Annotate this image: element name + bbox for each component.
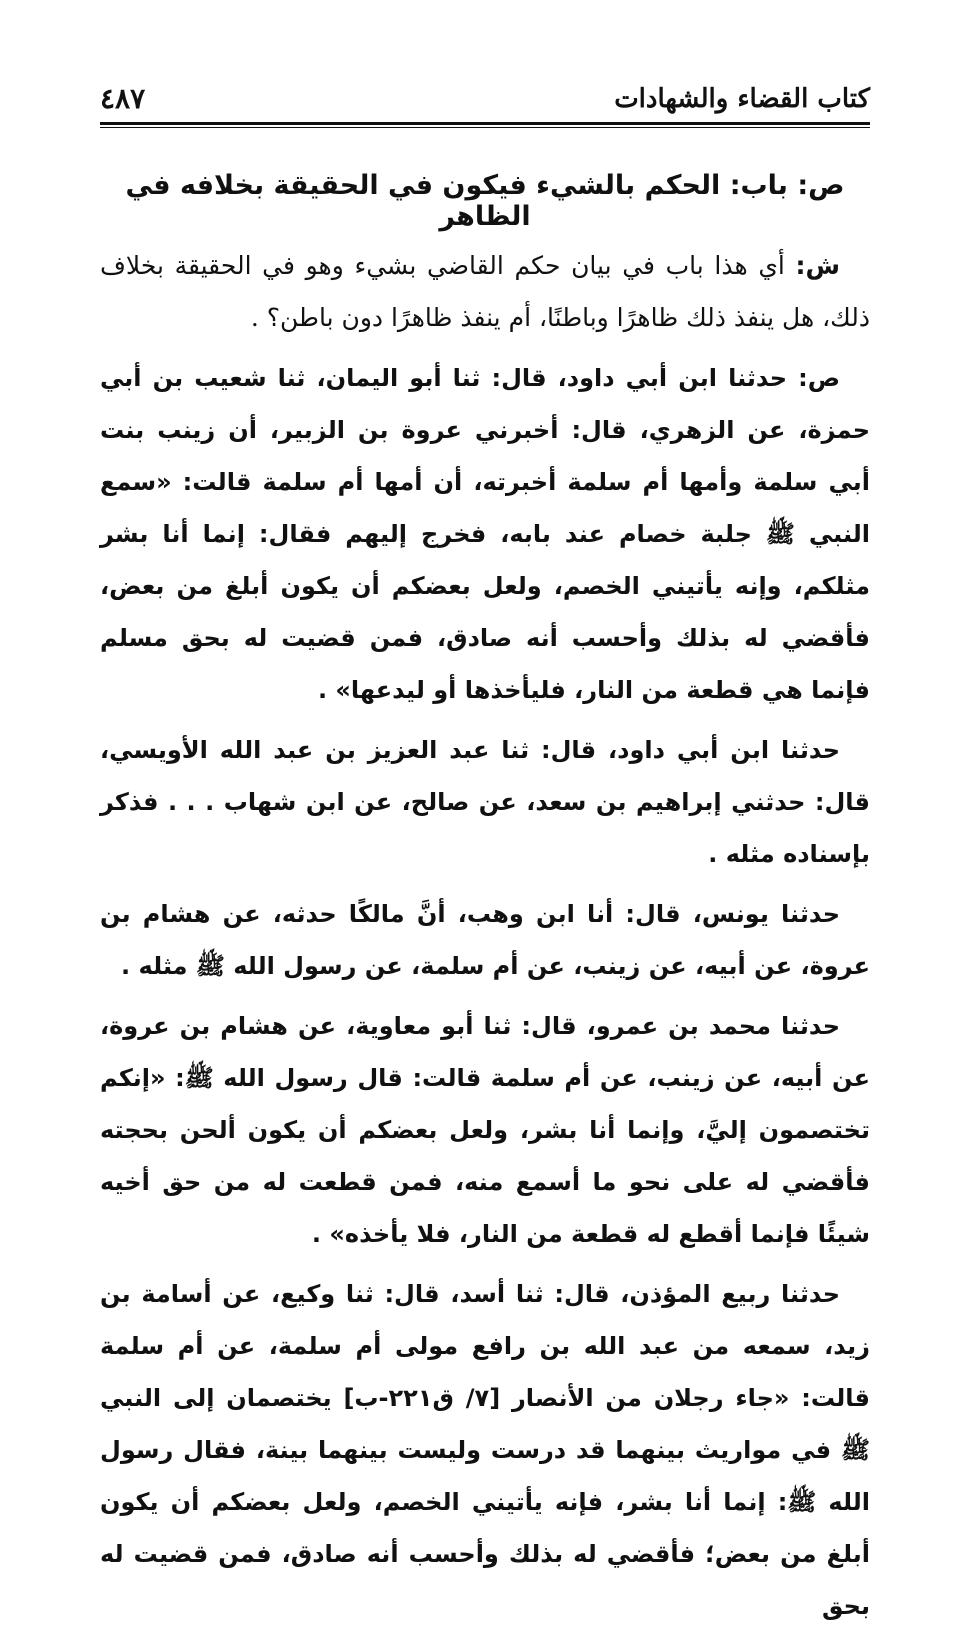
- paragraph: [100, 240, 870, 344]
- paragraph: [100, 724, 870, 880]
- paragraph-lead: ص:: [798, 364, 840, 392]
- paragraph: [100, 1268, 870, 1632]
- paragraph: [100, 1000, 870, 1260]
- header-rule-thin: [100, 127, 870, 128]
- paragraph-text: حدثنا ابن أبي داود، قال: ثنا عبد العزيز بن عبد الله الأويسي، قال: حدثني إبراهيم بن سعد، عن صالح، عن ابن شهاب . . . فذكر بإسناده مثله .: [100, 736, 870, 868]
- paragraph: [100, 352, 870, 716]
- page-number: ٤٨٧: [100, 82, 146, 115]
- paragraph: [100, 888, 870, 992]
- body-text: [100, 240, 870, 1640]
- header-rule-thick: [100, 122, 870, 125]
- paragraph-text: حدثنا محمد بن عمرو، قال: ثنا أبو معاوية، عن هشام بن عروة، عن أبيه، عن زينب، عن أم سلمة قالت: قال رسول الله ﷺ: «إنكم تختصمون إليَّ، وإنما أنا بشر، ولعل بعضكم أن يكون ألحن بحجته فأقضي له على نحو ما أسمع منه، فمن قطعت له من حق أخيه شيئًا فإنما أقطع له قطعة من النار، فلا يأخذه» .: [100, 1012, 870, 1248]
- running-header: [100, 80, 870, 120]
- paragraph-text: حدثنا ابن أبي داود، قال: ثنا أبو اليمان، ثنا شعيب بن أبي حمزة، عن الزهري، قال: أخبرني عروة بن الزبير، أن زينب بنت أبي سلمة وأمها أم سلمة أخبرته، أن أمها أم سلمة قالت: «سمع النبي ﷺ جلبة خصام عند بابه، فخرج إليهم فقال: إنما أنا بشر مثلكم، وإنه يأتيني الخصم، ولعل بعضكم أن يكون أبلغ من بعض، فأقضي له بذلك وأحسب أنه صادق، فمن قضيت له بحق مسلم فإنما هي قطعة من النار، فليأخذها أو ليدعها» .: [100, 364, 870, 704]
- paragraph-text: أي هذا باب في بيان حكم القاضي بشيء وهو في الحقيقة بخلاف ذلك، هل ينفذ ذلك ظاهرًا وباطنًا، أم ينفذ ظاهرًا دون باطن؟ .: [100, 251, 870, 332]
- paragraph-lead: ش:: [795, 251, 840, 280]
- book-title: كتاب القضاء والشهادات: [614, 84, 870, 114]
- paragraph-text: حدثنا يونس، قال: أنا ابن وهب، أنَّ مالكًا حدثه، عن هشام بن عروة، عن أبيه، عن زينب، عن أم سلمة، عن رسول الله ﷺ مثله .: [100, 900, 870, 980]
- paragraph-text: حدثنا ربيع المؤذن، قال: ثنا أسد، قال: ثنا وكيع، عن أسامة بن زيد، سمعه من عبد الله بن رافع مولى أم سلمة، عن أم سلمة قالت: «جاء رجلان من الأنصار [٧/ ق٢٢١-ب] يختصمان إلى النبي ﷺ في مواريث بينهما قد درست وليست بينهما بينة، فقال رسول الله ﷺ: إنما أنا بشر، فإنه يأتيني الخصم، ولعل بعضكم أن يكون أبلغ من بعض؛ فأقضي له بذلك وأحسب أنه صادق، فمن قضيت له بحق: [100, 1280, 870, 1620]
- chapter-heading: ص: باب: الحكم بالشيء فيكون في الحقيقة بخلافه في الظاهر: [125, 170, 845, 232]
